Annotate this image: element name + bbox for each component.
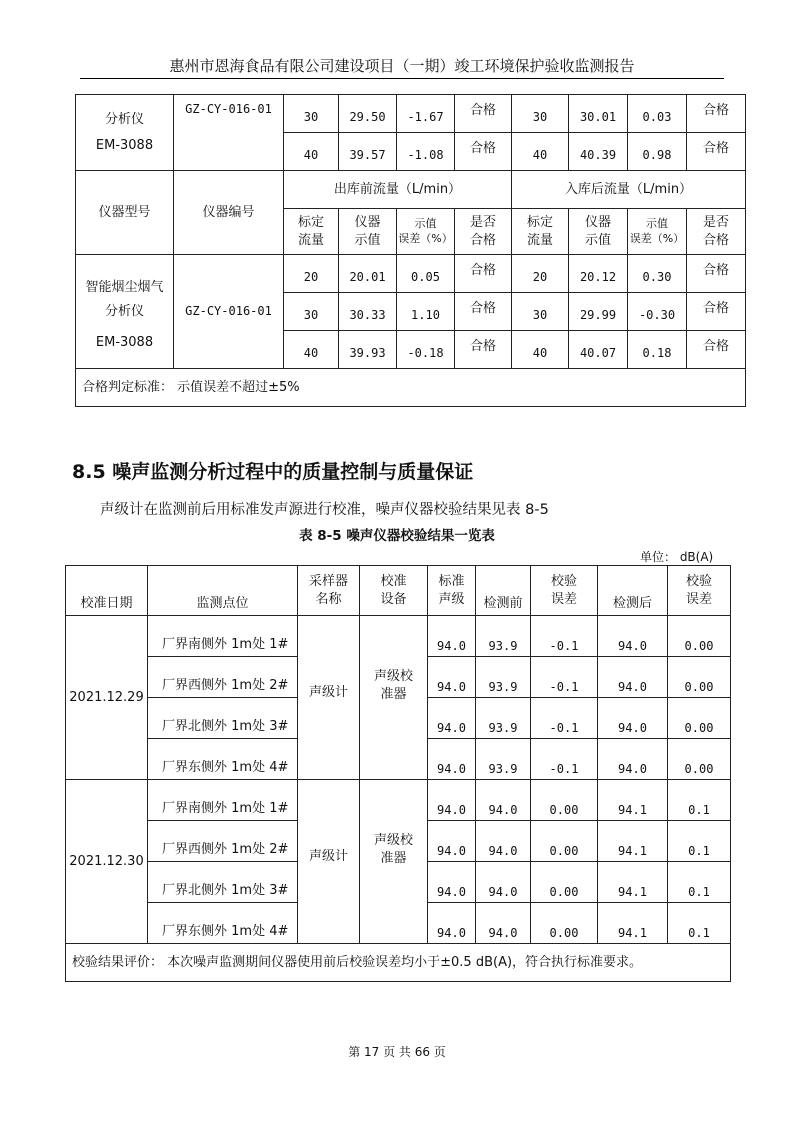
instrument-calibration-table <box>75 94 746 407</box>
criterion-row <box>76 369 746 407</box>
header-code: 仪器编号 <box>174 171 284 255</box>
err-out-cell: 0.03 <box>628 95 687 133</box>
device-cell: 声级校 准器 <box>360 780 428 944</box>
point-cell: 厂界北侧外 1m处 3# <box>148 862 298 903</box>
point-cell: 厂界北侧外 1m处 3# <box>148 698 298 739</box>
header-std-in: 标定 流量 <box>284 209 339 255</box>
model-cell: 智能烟尘烟气 分析仪 EM-3088 <box>76 255 174 369</box>
table-row: 2021.12.30 厂界南侧外 1m处 1# 声级计 声级校 准器 94.0 94.0 0.00 94.1 0.1 <box>66 780 731 821</box>
header-sampler: 采样器 名称 <box>298 566 360 616</box>
point-cell: 厂界西侧外 1m处 2# <box>148 657 298 698</box>
date-cell: 2021.12.29 <box>66 616 148 780</box>
section-title: 8.5 噪声监测分析过程中的质量控制与质量保证 <box>72 461 474 483</box>
point-cell: 厂界西侧外 1m处 2# <box>148 821 298 862</box>
header-ok-in: 是否 合格 <box>455 209 512 255</box>
header-model: 仪器型号 <box>76 171 174 255</box>
table-header-row <box>76 171 746 209</box>
header-val-in: 仪器 示值 <box>339 209 397 255</box>
point-cell: 厂界东侧外 1m处 4# <box>148 739 298 780</box>
header-val-out: 仪器 示值 <box>569 209 628 255</box>
code-cell: GZ-CY-016-01 <box>174 255 284 369</box>
point-cell: 厂界东侧外 1m处 4# <box>148 903 298 944</box>
sampler-cell: 声级计 <box>298 616 360 780</box>
table-header-row <box>66 566 731 616</box>
std-in-cell: 30 <box>284 95 339 133</box>
code-cell: GZ-CY-016-01 <box>174 95 284 171</box>
table-caption: 表 8-5 噪声仪器校验结果一览表 <box>299 528 495 544</box>
evaluation-row <box>66 944 731 982</box>
noise-calibration-table <box>65 565 731 982</box>
header-device: 校准 设备 <box>360 566 428 616</box>
table-row: 40 39.57 -1.08 合格 40 40.39 0.98 合格 <box>76 133 746 171</box>
date-cell: 2021.12.30 <box>66 780 148 944</box>
header-ok-out: 是否 合格 <box>687 209 746 255</box>
val-out-cell: 30.01 <box>569 95 628 133</box>
table-row <box>76 95 746 133</box>
std-out-cell: 30 <box>512 95 569 133</box>
table-row: 智能烟尘烟气 分析仪 EM-3088 GZ-CY-016-01 20 20.01 0.05 合格 20 20.12 0.30 合格 <box>76 255 746 293</box>
table-row: 厂界西侧外 1m处 2# 94.0 94.0 0.00 94.1 0.1 <box>66 821 731 862</box>
header-err-in: 示值 误差（%） <box>397 209 455 255</box>
table-row: 2021.12.29 厂界南侧外 1m处 1# 声级计 声级校 准器 94.0 93.9 -0.1 94.0 0.00 <box>66 616 731 657</box>
evaluation-text: 校验结果评价： 本次噪声监测期间仪器使用前后校验误差均小于±0.5 dB(A)，符合执行标准要求。 <box>66 944 731 982</box>
table-row: 40 39.93 -0.18 合格 40 40.07 0.18 合格 <box>76 331 746 369</box>
point-cell: 厂界南侧外 1m处 1# <box>148 780 298 821</box>
point-cell: 厂界南侧外 1m处 1# <box>148 616 298 657</box>
ok-out-cell: 合格 <box>687 95 746 133</box>
header-after: 检测后 <box>598 566 668 616</box>
header-std-out: 标定 流量 <box>512 209 569 255</box>
criterion-text: 合格判定标准： 示值误差不超过±5% <box>76 369 746 407</box>
page-number: 第 17 页 共 66 页 <box>348 1045 446 1059</box>
header-err-after: 校验 误差 <box>668 566 731 616</box>
header-before: 检测前 <box>476 566 531 616</box>
err-in-cell: -1.67 <box>397 95 455 133</box>
table-row: 30 30.33 1.10 合格 30 29.99 -0.30 合格 <box>76 293 746 331</box>
val-in-cell: 29.50 <box>339 95 397 133</box>
table-row: 厂界北侧外 1m处 3# 94.0 94.0 0.00 94.1 0.1 <box>66 862 731 903</box>
section-paragraph: 声级计在监测前后用标准发声源进行校准，噪声仪器校验结果见表 8-5 <box>100 502 549 518</box>
header-err-before: 校验 误差 <box>531 566 598 616</box>
ok-in-cell: 合格 <box>455 95 512 133</box>
unit-label: 单位： dB(A) <box>640 550 714 564</box>
header-date: 校准日期 <box>66 566 148 616</box>
table-row: 厂界东侧外 1m处 4# 94.0 93.9 -0.1 94.0 0.00 <box>66 739 731 780</box>
header-err-out: 示值 误差（%） <box>628 209 687 255</box>
header-std-level: 标准 声级 <box>428 566 476 616</box>
table-row: 厂界东侧外 1m处 4# 94.0 94.0 0.00 94.1 0.1 <box>66 903 731 944</box>
page-header: 惠州市恩海食品有限公司建设项目（一期）竣工环境保护验收监测报告 <box>169 57 635 75</box>
table-row: 厂界西侧外 1m处 2# 94.0 93.9 -0.1 94.0 0.00 <box>66 657 731 698</box>
table-row: 厂界北侧外 1m处 3# 94.0 93.9 -0.1 94.0 0.00 <box>66 698 731 739</box>
header-group-in: 出库前流量（L/min） <box>284 171 512 209</box>
header-group-out: 入库后流量（L/min） <box>512 171 746 209</box>
sampler-cell: 声级计 <box>298 780 360 944</box>
model-cell: 分析仪 EM-3088 <box>76 95 174 171</box>
header-rule <box>80 78 724 79</box>
header-point: 监测点位 <box>148 566 298 616</box>
device-cell: 声级校 准器 <box>360 616 428 780</box>
